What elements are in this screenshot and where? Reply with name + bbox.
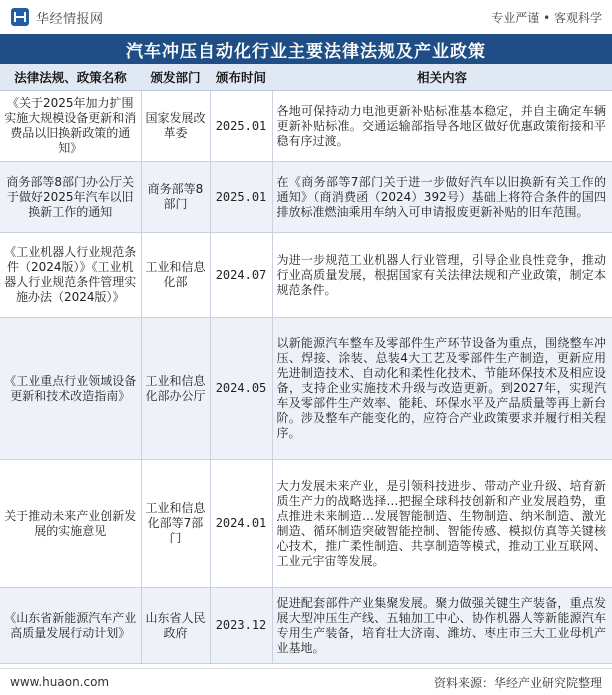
column-header-name: 法律法规、政策名称 (0, 64, 141, 91)
policy-name: 《山东省新能源汽车产业高质量发展行动计划》 (0, 588, 141, 664)
policy-table (0, 64, 612, 664)
table-row (0, 162, 612, 233)
policy-date: 2023.12 (210, 588, 272, 664)
top-bar (0, 0, 612, 34)
policy-content: 在《商务部等7部门关于进一步做好汽车以旧换新有关工作的通知》（商消费函（2024）392号）基础上将符合条件的国四排放标准燃油乘用车纳入可申请报废更新补贴的旧车范围。 (272, 162, 612, 233)
policy-date: 2025.01 (210, 162, 272, 233)
policy-dept: 工业和信息化部 (141, 233, 210, 318)
column-header-content: 相关内容 (272, 64, 612, 91)
policy-name: 《关于2025年加力扩围实施大规模设备更新和消费品以旧换新政策的通知》 (0, 91, 141, 162)
policy-date: 2024.01 (210, 460, 272, 588)
policy-dept: 山东省人民政府 (141, 588, 210, 664)
table-row (0, 91, 612, 162)
policy-date: 2025.01 (210, 91, 272, 162)
table-row (0, 460, 612, 588)
footer (0, 668, 612, 695)
policy-content: 大力发展未来产业，是引领科技进步、带动产业升级、培育新质生产力的战略选择…把握全球科技创新和产业发展趋势，重点推进未来制造…发展智能制造、生物制造、纳米制造、激光制造、循环制造突破智能控制、智能传感、模拟仿真等关键核心技术，推广柔性制造、共享制造等模式，推动工业互联网、工业元宇宙等发展。 (272, 460, 612, 588)
policy-content: 为进一步规范工业机器人行业管理，引导企业良性竞争，推动行业高质量发展，根据国家有关法律法规和产业政策，制定本规范条件。 (272, 233, 612, 318)
slogan: 专业严谨 • 客观科学 (491, 10, 602, 25)
huajing-logo-icon (10, 7, 30, 27)
policy-name: 《工业重点行业领域设备更新和技术改造指南》 (0, 318, 141, 460)
policy-date: 2024.07 (210, 233, 272, 318)
table-row (0, 588, 612, 664)
table-row (0, 233, 612, 318)
table-row (0, 318, 612, 460)
policy-dept: 工业和信息化部办公厅 (141, 318, 210, 460)
policy-dept: 工业和信息化部等7部门 (141, 460, 210, 588)
policy-name: 关于推动未来产业创新发展的实施意见 (0, 460, 141, 588)
policy-dept: 商务部等8部门 (141, 162, 210, 233)
table-header-row (0, 64, 612, 91)
brand (10, 7, 104, 27)
column-header-date: 颁布时间 (210, 64, 272, 91)
policy-name: 商务部等8部门办公厅关于做好2025年汽车以旧换新工作的通知 (0, 162, 141, 233)
policy-content: 各地可保持动力电池更新补贴标准基本稳定，并自主确定车辆更新补贴标准。交通运输部指导各地区做好优惠政策衔接和平稳有序过渡。 (272, 91, 612, 162)
policy-name: 《工业机器人行业规范条件（2024版）》《工业机器人行业规范条件管理实施办法（2024版）》 (0, 233, 141, 318)
page-title: 汽车冲压自动化行业主要法律法规及产业政策 (0, 34, 612, 64)
policy-content: 以新能源汽车整车及零部件生产环节设备为重点，围绕整车冲压、焊接、涂装、总装4大工艺及零部件生产制造，更新应用先进制造技术、自动化和柔性化技术、节能环保技术及相应设备，支持企业实施技术升级与改造更新。到2027年，实现汽车及零部件生产效率、能耗、环保水平及产品质量等再上新台阶。涉及整车产能变化的，应符合产业政策要求并履行相关程序。 (272, 318, 612, 460)
policy-content: 促进配套部件产业集聚发展。聚力做强关键生产装备，重点发展大型冲压生产线、五轴加工中心、协作机器人等新能源汽车专用生产装备，培育壮大济南、潍坊、枣庄市三大工业母机产业基地。 (272, 588, 612, 664)
column-header-dept: 颁发部门 (141, 64, 210, 91)
footer-source: 资料来源：华经产业研究院整理 (433, 675, 602, 690)
policy-dept: 国家发展改革委 (141, 91, 210, 162)
brand-name: 华经情报网 (36, 11, 104, 27)
policy-date: 2024.05 (210, 318, 272, 460)
footer-url: www.huaon.com (10, 675, 110, 689)
